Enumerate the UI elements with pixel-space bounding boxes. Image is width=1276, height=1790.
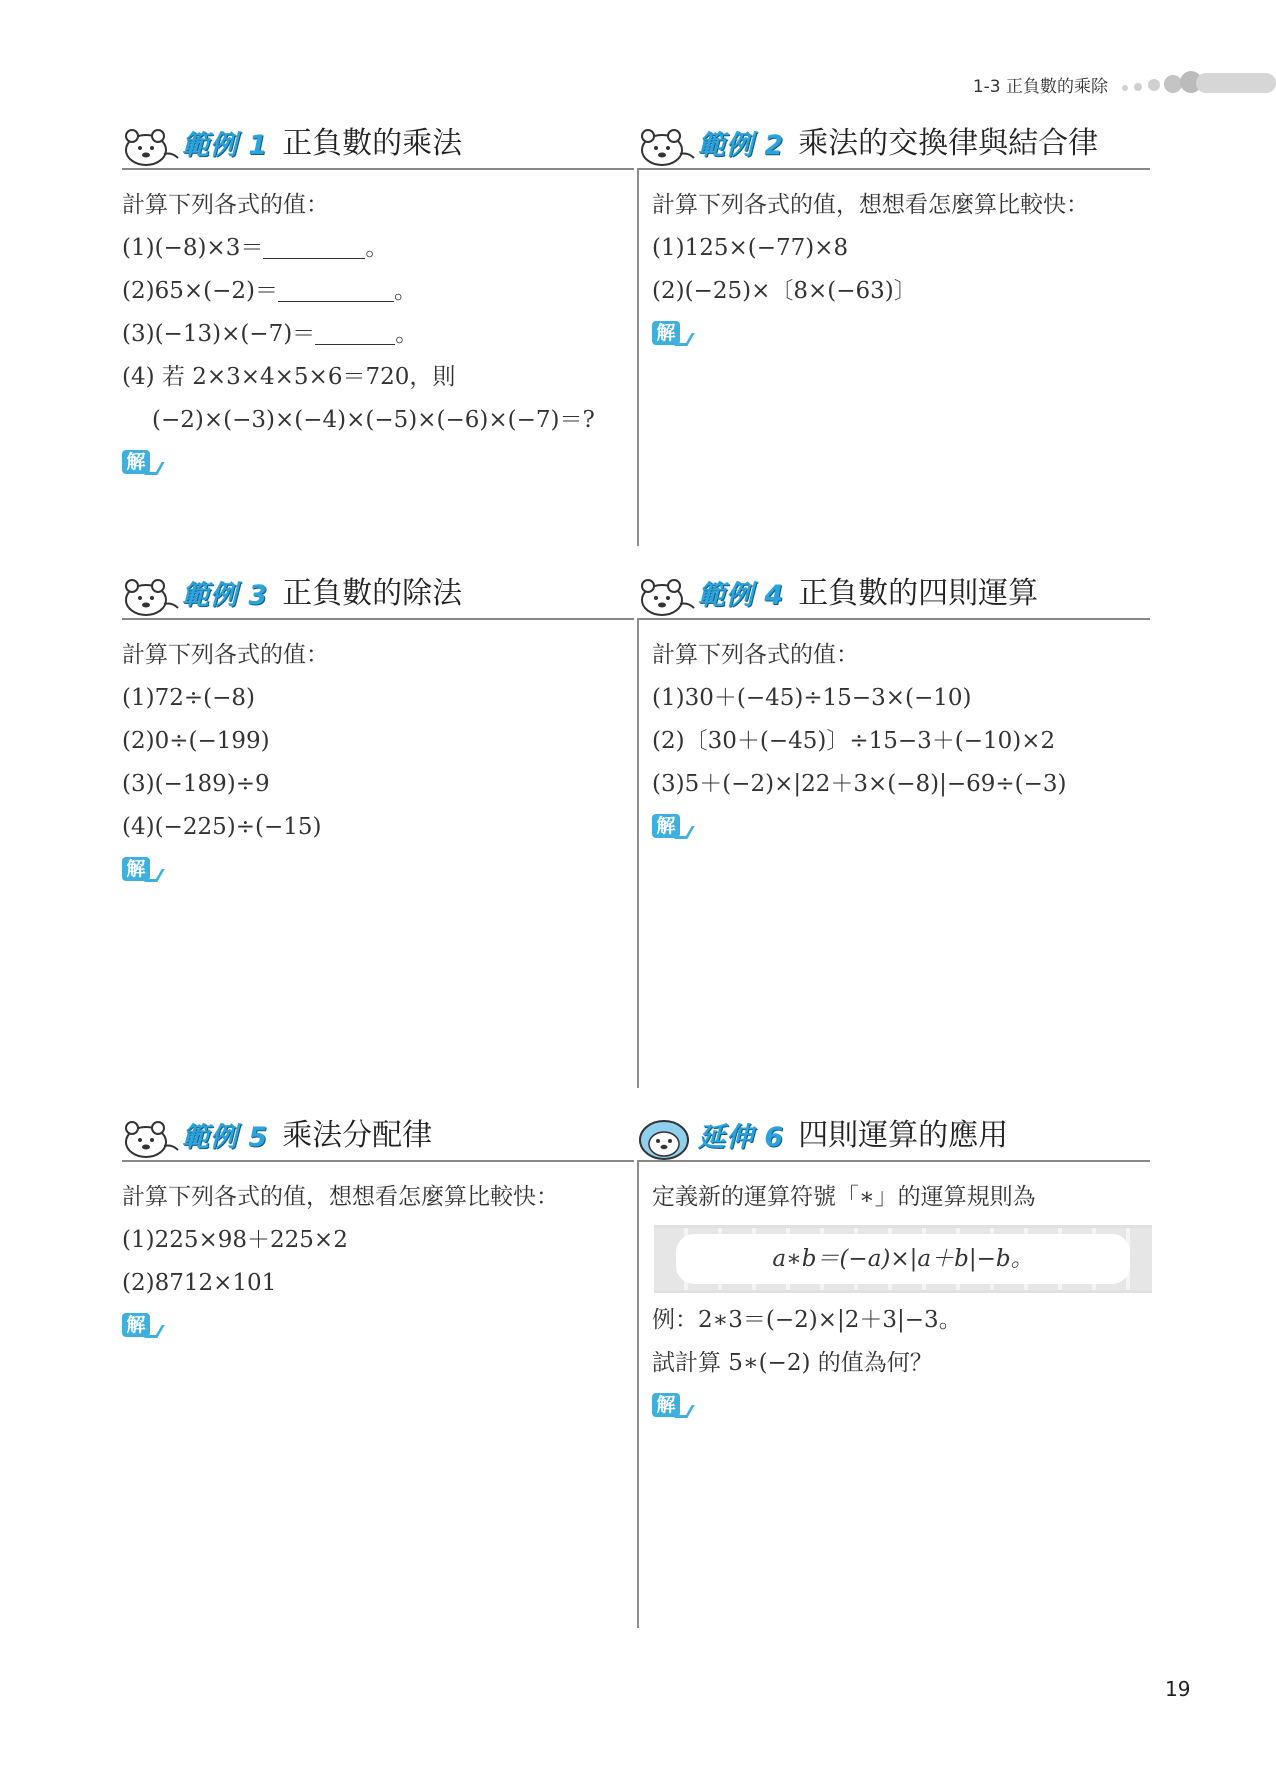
formula-box <box>654 1225 1152 1293</box>
instruction: 計算下列各式的值，想想看怎麼算比較快： <box>122 1184 559 1210</box>
mascot-icon <box>638 574 696 618</box>
example-1 <box>122 118 634 482</box>
example-title: 乘法的交換律與結合律 <box>798 126 1099 161</box>
example-line: 例：2∗3＝(−2)×|2＋3|−3。 <box>652 1307 962 1333</box>
question-2: (2)0÷(−199) <box>122 728 270 754</box>
example-tag: 範例 1 <box>182 130 269 161</box>
question-2: (2)(−25)×〔8×(−63)〕 <box>652 278 917 304</box>
example-tag: 範例 3 <box>182 580 269 611</box>
example-title-bar <box>122 568 634 620</box>
instruction: 計算下列各式的值，想想看怎麼算比較快： <box>652 192 1089 218</box>
solution-icon: 解 <box>122 1311 160 1341</box>
instruction: 計算下列各式的值： <box>122 642 329 668</box>
example-title: 四則運算的應用 <box>798 1118 1009 1153</box>
question-1: (1)125×(−77)×8 <box>652 235 849 261</box>
mascot-icon <box>122 124 180 168</box>
example-tag: 範例 5 <box>182 1122 269 1153</box>
question-3: (3)5＋(−2)×|22＋3×(−8)|−69÷(−3) <box>652 771 1067 797</box>
question-4: (4)(−225)÷(−15) <box>122 814 322 840</box>
section-title: 1-3 正負數的乘除 <box>972 76 1108 97</box>
question-3: (3)(−13)×(−7)＝ 。 <box>122 321 419 347</box>
mascot-blue-icon <box>638 1116 696 1160</box>
example-5 <box>122 1110 634 1345</box>
question-4-expression: (−2)×(−3)×(−4)×(−5)×(−6)×(−7)＝? <box>152 407 595 433</box>
question-2: (2)8712×101 <box>122 1270 277 1296</box>
question-1: (1)72÷(−8) <box>122 685 255 711</box>
example-title: 正負數的乘法 <box>282 126 463 161</box>
question-1: (1)(−8)×3＝ 。 <box>122 235 389 261</box>
example-title: 正負數的除法 <box>282 576 463 611</box>
page-header <box>973 70 1276 98</box>
example-title: 正負數的四則運算 <box>798 576 1039 611</box>
solution-icon: 解 <box>652 319 690 349</box>
example-title-bar <box>638 1110 1150 1162</box>
example-title-bar <box>122 1110 634 1162</box>
page-number: 19 <box>1165 1677 1191 1701</box>
example-tag: 範例 4 <box>698 580 785 611</box>
instruction: 計算下列各式的值： <box>652 642 859 668</box>
example-tag: 範例 2 <box>698 130 785 161</box>
answer-blank[interactable] <box>315 320 395 345</box>
example-2 <box>638 118 1150 353</box>
solution-icon: 解 <box>652 1391 690 1421</box>
definition-text: 定義新的運算符號「∗」的運算規則為 <box>652 1184 1036 1210</box>
question-1: (1)225×98＋225×2 <box>122 1227 348 1253</box>
example-tag: 延伸 6 <box>698 1122 785 1153</box>
formula: a∗b＝(−a)×|a＋b|−b。 <box>676 1234 1130 1284</box>
answer-blank[interactable] <box>278 277 394 302</box>
example-title-bar <box>638 118 1150 170</box>
example-title-bar <box>122 118 634 170</box>
example-3 <box>122 568 634 889</box>
mascot-icon <box>122 574 180 618</box>
instruction: 計算下列各式的值： <box>122 192 329 218</box>
solution-icon: 解 <box>122 448 160 478</box>
example-title: 乘法分配律 <box>282 1118 433 1153</box>
question-4: (4) 若 2×3×4×5×6＝720，則 <box>122 364 456 390</box>
example-title-bar <box>638 568 1150 620</box>
extension-6 <box>638 1110 1150 1425</box>
solution-icon: 解 <box>652 812 690 842</box>
example-4 <box>638 568 1150 846</box>
header-decoration <box>1116 71 1276 97</box>
question-3: (3)(−189)÷9 <box>122 771 270 797</box>
mascot-icon <box>638 124 696 168</box>
mascot-icon <box>122 1116 180 1160</box>
question-1: (1)30＋(−45)÷15−3×(−10) <box>652 685 972 711</box>
question-2: (2)〔30＋(−45)〕÷15−3＋(−10)×2 <box>652 728 1056 754</box>
question: 試計算 5∗(−2) 的值為何？ <box>652 1350 933 1376</box>
answer-blank[interactable] <box>263 234 365 259</box>
question-2: (2)65×(−2)＝ 。 <box>122 278 417 304</box>
solution-icon: 解 <box>122 855 160 885</box>
